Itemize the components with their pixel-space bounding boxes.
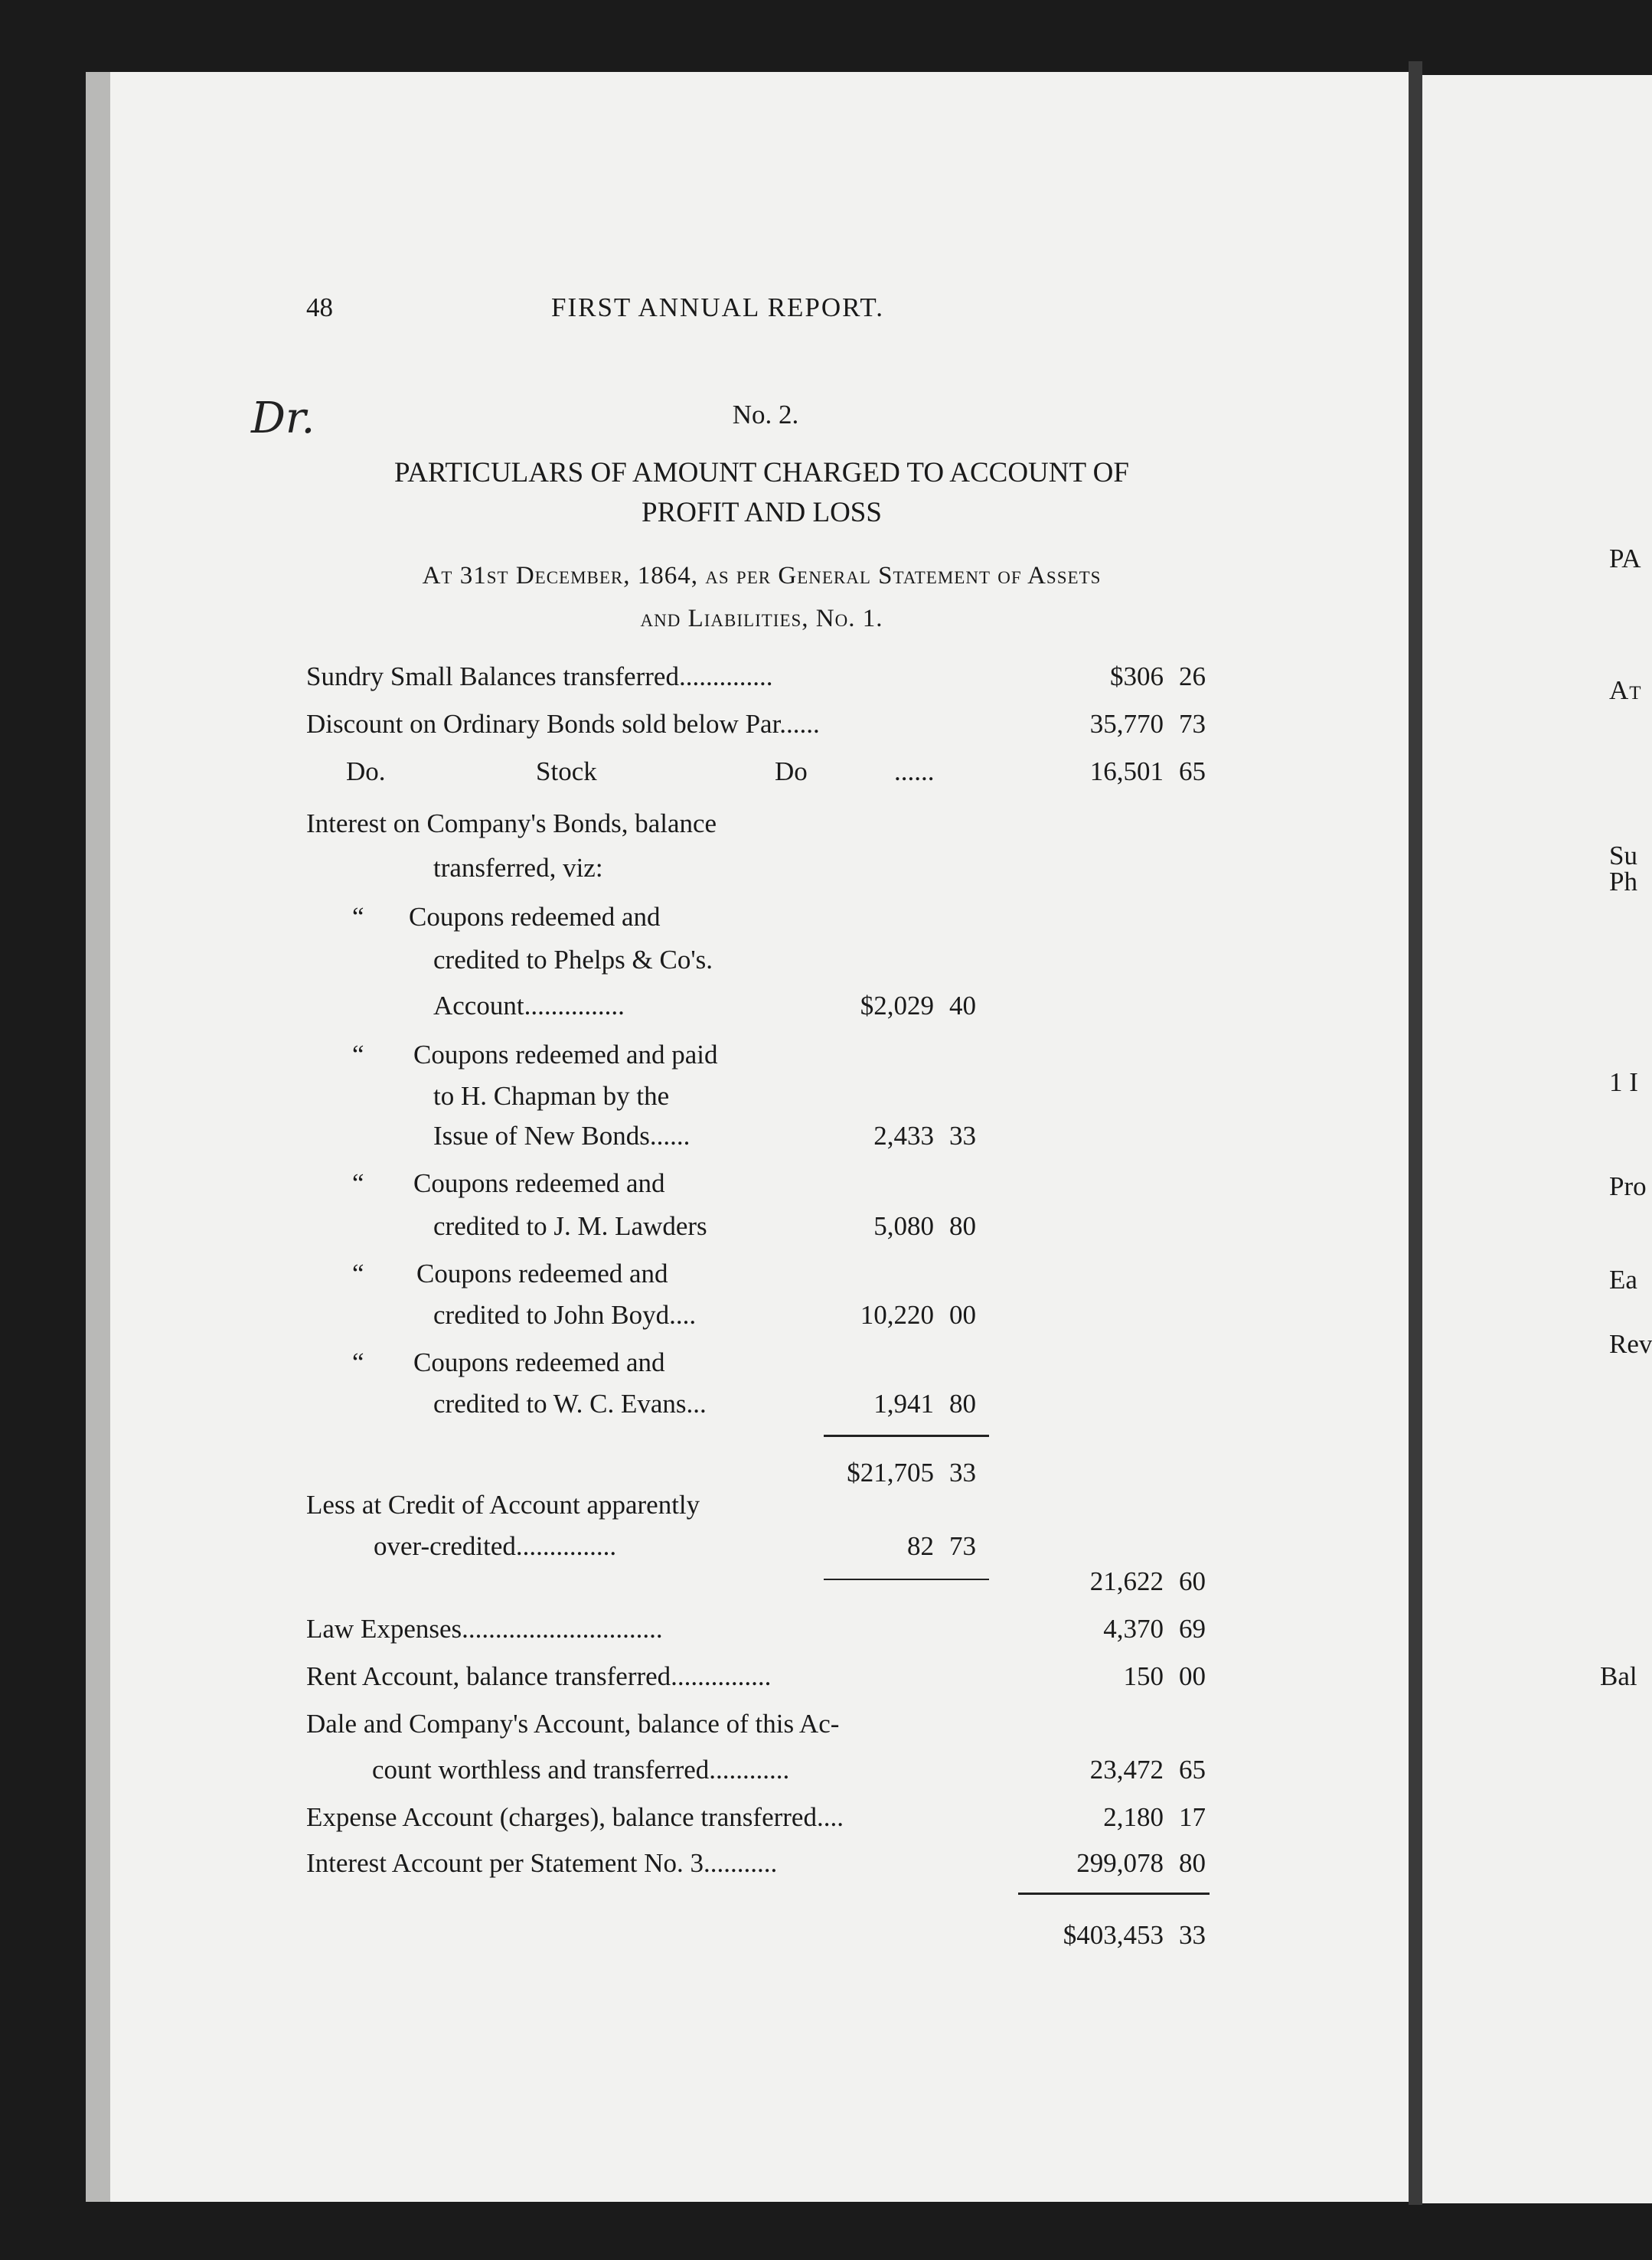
coupon-total-dollars: $21,705	[847, 1458, 934, 1488]
right-page-fragment: Rev	[1609, 1329, 1652, 1359]
row-cents: 26	[1179, 661, 1206, 691]
ditto-label: Do.	[346, 756, 386, 786]
right-page-fragment: Ph	[1609, 867, 1637, 896]
less-cents: 73	[949, 1531, 976, 1561]
coupon-line: Coupons redeemed and	[409, 902, 661, 932]
dale-line: count worthless and transferred............	[372, 1755, 790, 1785]
row-dollars: 299,078	[1076, 1848, 1164, 1878]
row-text: Interest Account per Statement No. 3...........	[306, 1848, 778, 1878]
coupon-line: Account...............	[433, 991, 625, 1021]
coupon-line: Coupons redeemed and paid	[413, 1040, 718, 1070]
row-dollars: 150	[1123, 1661, 1164, 1691]
row-dollars: 2,180	[1103, 1802, 1164, 1832]
ditto-mark: “	[352, 1347, 364, 1377]
row-cents: 00	[1179, 1661, 1206, 1691]
coupon-cents: 40	[949, 991, 976, 1021]
leader-dots: ......	[894, 756, 935, 786]
coupon-cents: 00	[949, 1300, 976, 1330]
left-page	[86, 72, 1409, 2202]
row-text: Law Expenses..............................	[306, 1614, 663, 1644]
ditto-mark: “	[352, 1168, 364, 1198]
row-dollars: 16,501	[1089, 756, 1164, 786]
book-gutter	[1409, 61, 1422, 2205]
row-cents: 73	[1179, 709, 1206, 739]
interest-heading: Interest on Company's Bonds, balance	[306, 808, 717, 838]
stock-label: Stock	[536, 756, 597, 786]
table-number: No. 2.	[732, 400, 799, 429]
subtotal-rule	[824, 1435, 989, 1437]
subtitle-line-2: and Liabilities, No. 1.	[640, 605, 883, 632]
coupon-cents: 80	[949, 1389, 976, 1419]
grand-total-dollars: $403,453	[1063, 1920, 1164, 1950]
interest-net-cents: 60	[1179, 1566, 1206, 1596]
right-page-fragment: Bal	[1600, 1661, 1637, 1691]
right-page-fragment: 1 I	[1609, 1067, 1638, 1097]
row-cents: 69	[1179, 1614, 1206, 1644]
less-credit-line: over-credited...............	[374, 1531, 617, 1561]
row-text: Rent Account, balance transferred...............	[306, 1661, 772, 1691]
title-line-2: PROFIT AND LOSS	[642, 497, 882, 528]
row-text: Sundry Small Balances transferred..............	[306, 661, 773, 691]
coupon-line: Coupons redeemed and	[413, 1347, 665, 1377]
coupon-line: Issue of New Bonds......	[433, 1121, 691, 1151]
title-line-1: PARTICULARS OF AMOUNT CHARGED TO ACCOUNT OF	[394, 457, 1129, 488]
right-page-fragment: PA	[1609, 544, 1641, 573]
coupon-total-cents: 33	[949, 1458, 976, 1488]
row-cents: 80	[1179, 1848, 1206, 1878]
coupon-line: to H. Chapman by the	[433, 1081, 670, 1111]
right-page-fragment: Ea	[1609, 1265, 1637, 1295]
less-credit-line: Less at Credit of Account apparently	[306, 1490, 700, 1520]
ditto-mark: “	[352, 1259, 364, 1288]
coupon-line: Coupons redeemed and	[416, 1259, 668, 1288]
coupon-line: credited to W. C. Evans...	[433, 1389, 707, 1419]
interest-net-dollars: 21,622	[1089, 1566, 1164, 1596]
coupon-line: Coupons redeemed and	[413, 1168, 665, 1198]
row-dollars: $306	[1110, 661, 1164, 691]
subtitle-line-1: At 31st December, 1864, as per General Statement of Assets	[422, 562, 1102, 589]
right-page-fragment: Su	[1609, 841, 1637, 870]
right-page	[1422, 75, 1652, 2203]
row-cents: 65	[1179, 1755, 1206, 1785]
coupon-cents: 80	[949, 1211, 976, 1241]
ditto-mark: “	[352, 902, 364, 932]
ditto-label: Do	[775, 756, 808, 786]
row-cents: 65	[1179, 756, 1206, 786]
net-rule	[824, 1579, 989, 1580]
coupon-dollars: 1,941	[873, 1389, 934, 1419]
row-cents: 17	[1179, 1802, 1206, 1832]
page-number: 48	[306, 292, 333, 322]
coupon-line: credited to J. M. Lawders	[433, 1211, 707, 1241]
coupon-dollars: 2,433	[873, 1121, 934, 1151]
row-text: Expense Account (charges), balance transferred....	[306, 1802, 844, 1832]
coupon-line: credited to Phelps & Co's.	[433, 945, 713, 975]
less-dollars: 82	[907, 1531, 934, 1561]
running-title: FIRST ANNUAL REPORT.	[551, 292, 884, 322]
coupon-line: credited to John Boyd....	[433, 1300, 697, 1330]
right-page-fragment: Pro	[1609, 1171, 1647, 1201]
total-rule	[1018, 1893, 1210, 1895]
row-dollars: 35,770	[1089, 709, 1164, 739]
ditto-mark: “	[352, 1040, 364, 1070]
dale-line: Dale and Company's Account, balance of this Ac-	[306, 1709, 840, 1739]
coupon-dollars: 10,220	[860, 1300, 934, 1330]
coupon-cents: 33	[949, 1121, 976, 1151]
right-page-fragment: At	[1609, 675, 1642, 705]
interest-heading: transferred, viz:	[433, 853, 603, 883]
coupon-dollars: $2,029	[860, 991, 934, 1021]
row-text: Discount on Ordinary Bonds sold below Par......	[306, 709, 820, 739]
coupon-dollars: 5,080	[873, 1211, 934, 1241]
handwritten-annotation: Dr.	[251, 394, 315, 443]
row-dollars: 4,370	[1103, 1614, 1164, 1644]
grand-total-cents: 33	[1179, 1920, 1206, 1950]
row-dollars: 23,472	[1089, 1755, 1164, 1785]
